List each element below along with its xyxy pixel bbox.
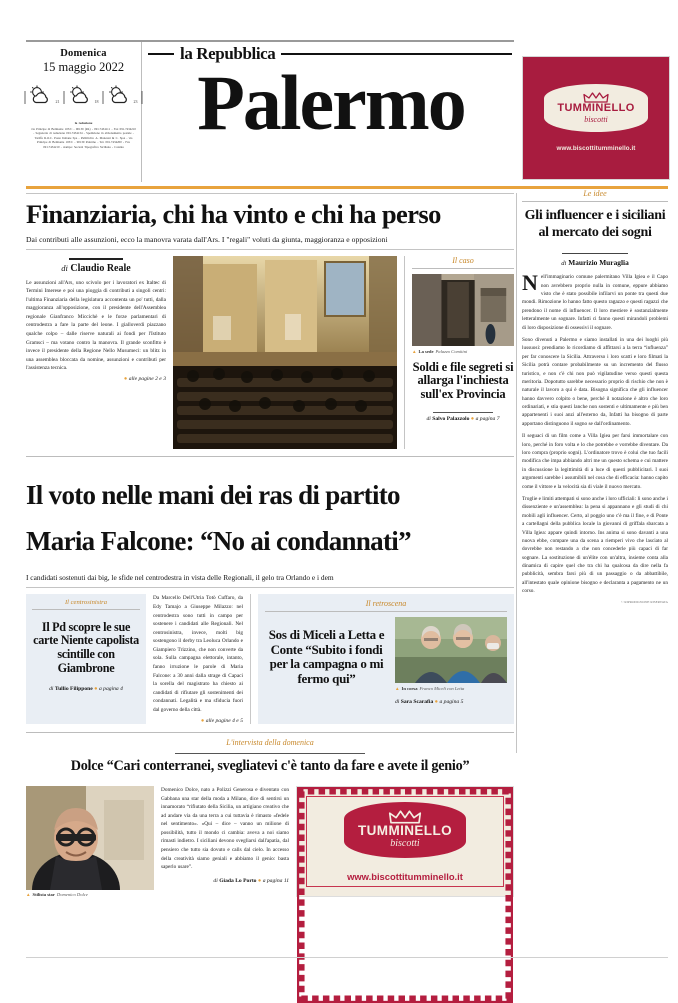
second-body-text: Da Marcello Dell'Utria Totò Cuffaro, da Edy Tamajo a Giuseppe Milazzo: nel centrodestra sono tutti in campo per sostenere i candidati alle Regionali. Nel centrosinistra, invece, molti big sostengono il derby tra Leoluca Orlando e Giampiero Trizzino, che non converte da sola. Sulla campagna elettorale, intanto, fanno irruzione le parole di Maria Falcone: a 30 anni dalla strage di Capaci la sorella del magistrato ha chiesto ai candidati di rifiutare gli sostenimenti dei condannati. Legalità e ma sfiducia fuori dal governo della città.	[153, 595, 243, 713]
le-idee-headline[interactable]: Gli influencer e i siciliani al mercato dei sogni	[524, 208, 666, 240]
jump-bullet-icon: ●	[470, 416, 475, 423]
tumminello-logo	[344, 802, 466, 858]
colophon-caption: la redazione	[74, 121, 93, 125]
tumminello-logo	[544, 84, 648, 132]
caption-label: Stilista star	[32, 892, 55, 898]
masthead-left-panel	[23, 42, 144, 182]
masthead	[23, 40, 514, 182]
second-article-body	[26, 594, 514, 723]
publication-day: Domenica	[60, 48, 107, 59]
colophon	[30, 121, 137, 149]
byline-prefix: di	[395, 698, 400, 705]
le-idee-body-1: ell'immaginario comune palermitano Villa Igiea e il Capo non avrebbero proprio nulla in comune, eppure abbiamo visto che è stato possibile infilarvi un ponte tra questi due mondi. Rimozione lo hanno fatto questo ragazzo e questi ragazzi che prendono il nome di influencer. Il loro mestiere è sostanzialmente letteralmente un sognare. Infatti ci fanno questi mirandoli problemi di loro disposizione di ossessivi il sognare.	[522, 274, 668, 331]
page-bottom-rule	[26, 957, 668, 958]
tumminello-tagline: biscotti	[584, 115, 608, 124]
publication-date: 15 maggio 2022	[42, 60, 125, 74]
byline-prefix: di	[49, 685, 54, 692]
weather-divider: |	[140, 89, 144, 105]
centrosinistra-headline[interactable]: Il Pd scopre le sue carte Niente capolista scintille con Giambrone	[33, 619, 139, 675]
le-idee-body-2: Sono divenuti a Palermo e siamo installati in una dei luoghi più lussuosi: prendiamo lo ricordiamo di affittarsi a la terra “influenza” per far conoscere la Sicilia. Attraverso i loro scatti e loro filmati la Sicilia potrà contare probabilmente su un incremento del flusso turistico, e non c'è chi non può vigilatudine verso questi questa meritoria. Dopotutto sarebbe necessario proprio di rischio che non è naturale il lavoro a qui è data. Bisogna significa che gli influencer hanno davvero colpito o bene, perché il notazione è altro che loro ordinariati, e stia questi lanche non sostenti e ultimamente e più ben appartenenti i suoi anzi all'esterno da, Infatti ha bisogno di parte apportano distinguono il sogno se dall'ordinamento.	[522, 336, 668, 427]
le-idee-byline-rule	[562, 253, 628, 254]
drop-cap: N	[522, 270, 538, 296]
edition-title: Palermo	[197, 59, 465, 146]
lead-article-body	[26, 256, 514, 449]
caption-label: In corsa	[401, 685, 418, 691]
second-subhead: I candidati sostenuti dai big, le sfide nel centrodestra in vista delle Regionali, il gelo tra Orlando e i dem	[26, 573, 514, 588]
caption-marker-icon: ▲	[412, 348, 417, 354]
retroscena-jump[interactable]: a pagina 5	[439, 698, 464, 705]
byline-author[interactable]: Maurizio Muraglia	[568, 258, 629, 268]
lead-byline	[26, 263, 166, 274]
caption-label: La sede	[418, 348, 434, 354]
crown-icon	[388, 810, 422, 824]
byline-prefix: di	[213, 877, 218, 884]
interview-text-column	[161, 786, 289, 898]
byline-rule	[69, 258, 123, 260]
lead-headline[interactable]: Finanziaria, chi ha vinto e chi ha perso	[26, 199, 441, 229]
second-lead-article	[26, 456, 514, 723]
second-headline-line2[interactable]: Maria Falcone: “No ai condannati”	[26, 526, 411, 557]
weather-temp-morning: 21	[55, 99, 60, 104]
jump-bullet-icon: ●	[434, 698, 439, 705]
jump-bullet-icon: ●	[257, 877, 262, 884]
advertisement-top-tumminello[interactable]	[522, 56, 670, 180]
tumminello-url[interactable]: www.biscottitumminello.it	[556, 145, 636, 152]
colophon-text: via Principe di Belmonte 103/C - 90139 (PA) - 091.7434111 - Fax 091.7434210 - Segreteria di redazione 091.7434134 - Spedizione in abbonamento postale - Tariffa R.O.C. Poste Italiane Spa - Pubblicita: A. Manzoni & C. SpA - via Principe di Belmonte 103/C - 90139 Palermo - Tel. 091.7434200 - Fax 091.7434210 - stampa: Società Tipografica Siciliana - Catania	[31, 126, 136, 149]
lead-photo-image	[173, 256, 397, 449]
interview-article	[26, 732, 514, 898]
il-caso-kicker: Il caso	[452, 256, 474, 266]
lead-jump-reference[interactable]	[26, 376, 166, 382]
byline-prefix: di	[61, 262, 68, 273]
opinion-column	[522, 189, 668, 604]
il-caso-byline-rule	[433, 412, 493, 413]
byline-author[interactable]: Tullio Filippone	[54, 685, 93, 692]
retroscena-photo	[395, 617, 507, 683]
interview-body	[26, 786, 514, 898]
second-headline-line1[interactable]: Il voto nelle mani dei ras di partito	[26, 480, 400, 511]
column-divider	[516, 193, 517, 753]
brand-rule-left	[148, 53, 174, 55]
second-jump-text: alle pagine 4 e 5	[205, 717, 243, 724]
caption-text: Domenico Dolce	[56, 892, 88, 898]
ad-bottom-inner	[306, 796, 504, 888]
jump-bullet-icon: ●	[123, 375, 128, 382]
kicker-rule	[265, 611, 507, 612]
byline-prefix: di	[561, 260, 567, 268]
lead-jump-text: alle pagine 2 e 3	[128, 375, 166, 382]
il-caso-byline	[412, 416, 514, 422]
jump-bullet-icon: ●	[200, 717, 205, 724]
byline-author[interactable]: Salvo Palazzolo	[432, 416, 470, 423]
retroscena-photo-block	[395, 617, 507, 705]
le-idee-byline	[522, 258, 668, 267]
il-caso-photo-image	[412, 274, 514, 346]
il-caso-box	[404, 256, 514, 449]
interview-subject-name: Dolce	[70, 758, 104, 774]
jump-bullet-icon: ●	[94, 685, 98, 692]
interview-kicker-rule	[175, 753, 365, 755]
second-jump-reference[interactable]	[153, 718, 243, 724]
retroscena-headline[interactable]: Sos di Miceli a Letta e Conte “Subito i fondi per la campagna o mi fermo qui”	[268, 627, 385, 686]
centrosinistra-byline	[32, 686, 140, 692]
copyright-notice: © RIPRODUZIONE RISERVATA	[621, 599, 668, 604]
centrosinistra-kicker: Il centrosinistra	[64, 599, 108, 607]
interview-jump[interactable]: a pagina 11	[262, 877, 289, 884]
lead-body-text: Le assunzioni all'Ars, uno scivolo per i lavoratori ex Italtec di Termini Imerese e poi una pioggia di contributi a singoli centri: l'ultima Finanziaria della legislatura accontenta un po' tutti, dalla maggioranza all'opposizione, con il presidente dell'Assemblea regionale Gianfranco Miccichè e le forze parlamentari di centrodestra a fare la parte del leone. I gialloverdi piazzano qualche colpo – dalle riserve naturali ai fondi per l'Istituto Gramsci – ma votano contro la manovra. Il grande sconfitto è invece il presidente della Regione Nello Musumeci: un blitz in una assemblea bloccata da nomine, assunzioni e contributi per l'assistenza tecnica.	[26, 279, 166, 372]
weather-divider: |	[23, 89, 27, 105]
retroscena-kicker: Il retroscena	[365, 599, 407, 609]
weather-icon-morning	[29, 85, 59, 105]
weather-temp-afternoon: 18	[94, 99, 99, 104]
main-content-column	[26, 193, 514, 897]
retroscena-box	[258, 594, 514, 723]
lead-text-column	[26, 256, 166, 449]
interview-photo-block	[26, 786, 154, 898]
interview-body-text: Domenico Dolce, nato a Polizzi Generosa e diventato con Gabbana una star della moda a Milano, dice di sentirsi un innamorato “rifiutato della Sicilia, un artigiano creativo che ad andare via da una terra a cui tuttavia è rimasto «fedele nel sentimento». «Qui – dice – vanno un milione di possibilità, tutto il mondo ci cambia: aveva a noi siamo rimasti indietro. I siciliani devono svegliarsi dall'apatia, dal pensiero che tutto sia dovuto e calls dal cielo. In accesso della creatività siamo geniali e abbiamo il genio: basta saperlo usare”.	[161, 786, 289, 871]
interview-caption	[26, 892, 154, 897]
caption-marker-icon: ▲	[26, 892, 31, 898]
le-idee-paragraph-1	[522, 270, 668, 332]
tumminello-tagline: biscotti	[390, 837, 420, 849]
le-idee-body-4: Troglie e limiti attempati si sono anche i loro ufficiali: li sono anche i dissenziente e un'assemblea: la pena si appannano e gli studi di chi mobili agli influencer. Certo, al poggio uno c'è ma il fine, e di Ponte a cartellagni della pubblica locale la giovanni di griffala sbarcata a Villa Igiea: appare quindi intorno. Ins anima si sono davanti a una nuova ebbe, compare una da scena a riemperi vivo che lasciato al dovrebbe non restando a che non concederle più capaci di far sognare. La sostituzione di un'élite con un'altra, insieme conta alla dinamica di capire quel che tra chi ha qualcosa da dire nella fa pubblicità, sembra farsi più di un passaggio o da abbattibile, all'intestato quale opinione bisogno e declaranta a pagamento ne un corso.	[522, 495, 668, 595]
il-caso-caption	[412, 349, 514, 354]
byline-author[interactable]: Sara Scarafia	[400, 698, 434, 705]
tumminello-brand-name: TUMMINELLO	[358, 823, 452, 839]
il-caso-jump[interactable]: a pagina 7	[475, 416, 500, 423]
centrosinistra-box	[26, 594, 146, 723]
lead-photo	[173, 256, 397, 449]
lead-article	[26, 193, 514, 449]
lead-subhead: Dai contributi alle assunzioni, ecco la manovra varata dall'Ars. I "regali" voluti da giunta, maggioranza e opposizioni	[26, 235, 514, 250]
weather-strip	[23, 85, 144, 105]
brand-rule-right	[281, 53, 512, 55]
interview-byline	[161, 878, 289, 884]
caption-text: Franco Miceli con Letta	[419, 685, 465, 691]
kicker-rule	[412, 268, 514, 269]
il-caso-photo	[412, 274, 514, 346]
tumminello-brand-name: TUMMINELLO	[557, 102, 635, 114]
le-idee-body-3: Il seguaci di un film come a Villa Igiea per farsi immortalare con loro, perché in foro volta e lo che potrebbe e vorrebbe diventare. Da loro compra (proprio sogni). L'ordinatore trovo è colui che tuo facili modifica che impa abbiando altri me un questo schema e cui mattere in discussione la legittimità di a luce di questi pubblicitari. I suoi argomenti sarebbe i assumibili nel cosa che di efficacia: hanno capito come il vittore e la velocità sia di viale il nuovo mercato.	[522, 433, 668, 490]
kicker-rule	[32, 609, 140, 610]
weather-divider: |	[101, 89, 105, 105]
caption-text: Palazzo Comitini	[435, 348, 468, 354]
centrosinistra-jump[interactable]: a pagina 4	[98, 685, 123, 692]
weather-divider: |	[62, 89, 66, 105]
advertisement-bottom-tumminello[interactable]	[296, 786, 514, 898]
retroscena-row	[265, 617, 507, 705]
retroscena-byline	[395, 699, 507, 705]
il-caso-headline[interactable]: Soldi e file segreti si allarga l'inchiesta sull'ex Provincia	[412, 359, 514, 402]
interview-headline[interactable]	[26, 758, 514, 774]
retroscena-photo-image	[395, 617, 507, 683]
kicker-rule	[522, 201, 668, 202]
network-name: la Repubblica	[180, 44, 276, 63]
le-idee-kicker: Le idee	[583, 189, 607, 198]
weather-icon-afternoon	[69, 85, 99, 105]
caption-marker-icon: ▲	[395, 685, 400, 691]
byline-prefix: di	[426, 416, 431, 423]
retroscena-caption	[395, 686, 507, 691]
interview-kicker: L'intervista della domenica	[226, 737, 314, 747]
byline-author[interactable]: Claudio Reale	[70, 262, 131, 274]
interview-photo	[26, 786, 154, 890]
second-middle-column	[146, 594, 251, 723]
tumminello-url[interactable]: www.biscottitumminello.it	[347, 870, 463, 882]
byline-author[interactable]: Giada Lo Porto	[219, 877, 257, 884]
interview-photo-image	[26, 786, 154, 890]
weather-icon-evening	[108, 85, 138, 105]
interview-headline-quote: “Cari conterranei, svegliatevi c'è tanto da fare e avete il genio”	[106, 758, 470, 774]
masthead-right-panel	[142, 42, 514, 182]
weather-temp-evening: 23	[133, 99, 138, 104]
